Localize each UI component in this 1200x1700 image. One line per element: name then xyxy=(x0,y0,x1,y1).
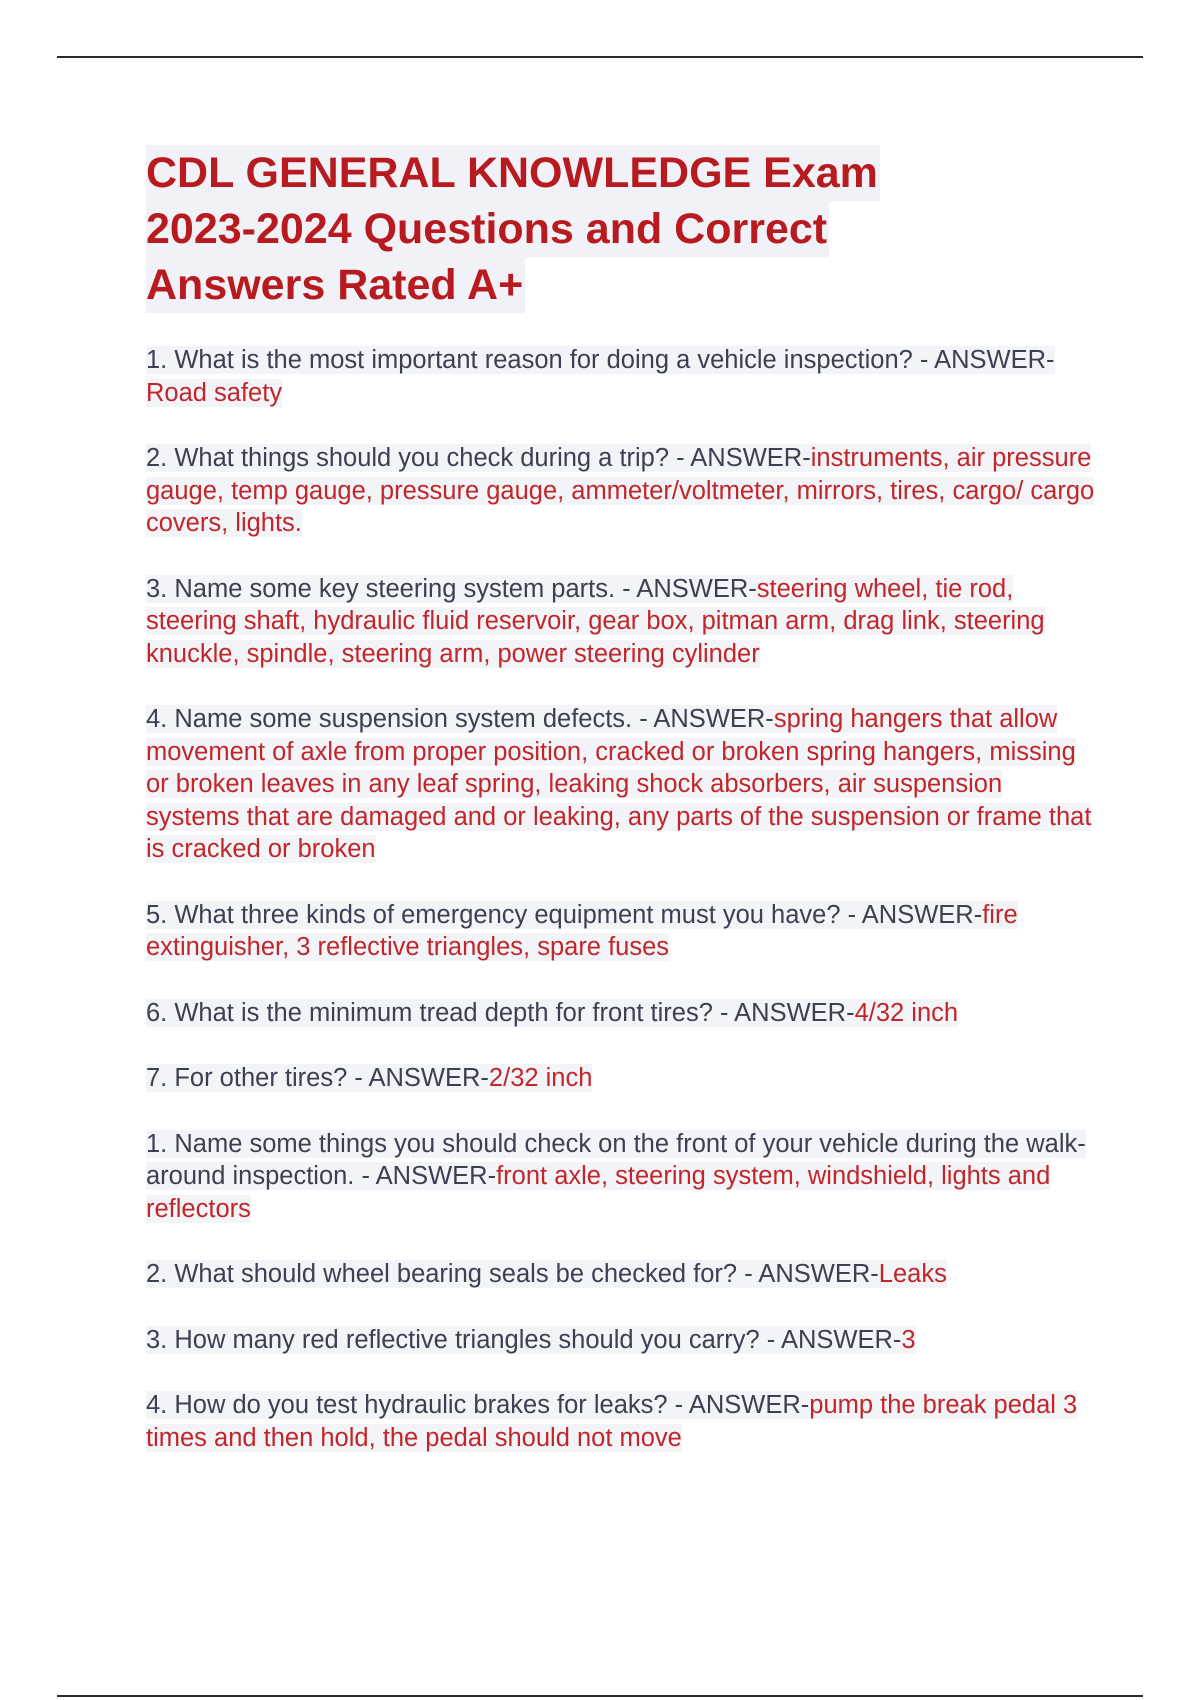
answer-text: steering wheel, tie rod, steering shaft, hydraulic fluid reservoir, gear box, pitman arm, drag link, steering knuckle, spindle, steering arm, power steering cylinder xyxy=(146,574,1045,668)
qa-item xyxy=(146,1258,1096,1291)
top-rule xyxy=(57,56,1143,58)
qa-item xyxy=(146,1324,1096,1357)
question-text: 7. For other tires? - ANSWER- xyxy=(146,1064,489,1092)
qa-item xyxy=(146,1389,1096,1454)
question-text: 3. Name some key steering system parts. - ANSWER- xyxy=(146,574,757,603)
question-text: 4. How do you test hydraulic brakes for leaks? - ANSWER- xyxy=(146,1391,810,1419)
document-title xyxy=(146,145,1046,313)
answer-text: 3 xyxy=(901,1325,916,1354)
qa-item xyxy=(146,703,1096,866)
answer-text: 2/32 inch xyxy=(488,1064,593,1092)
qa-item xyxy=(146,442,1096,540)
title-line: 2023-2024 Questions and Correct xyxy=(146,201,829,257)
qa-item xyxy=(146,1062,1096,1095)
question-text: 5. What three kinds of emergency equipment must you have? - ANSWER- xyxy=(146,900,983,929)
answer-text: Road safety xyxy=(146,378,283,407)
question-text: 2. What things should you check during a trip? - ANSWER- xyxy=(146,444,811,472)
qa-item xyxy=(146,997,1096,1030)
qa-item xyxy=(146,573,1096,671)
answer-text: pump the break pedal 3 times and then hold, the pedal should not move xyxy=(146,1391,1078,1452)
question-text: 1. Name some things you should check on the front of your vehicle during the walk-around inspection. - ANSWER- xyxy=(146,1129,1086,1190)
question-text: 6. What is the minimum tread depth for front tires? - ANSWER- xyxy=(146,998,855,1027)
answer-text: fire extinguisher, 3 reflective triangles, spare fuses xyxy=(146,900,1018,961)
question-text: 2. What should wheel bearing seals be checked for? - ANSWER- xyxy=(146,1260,879,1288)
qa-item xyxy=(146,1128,1096,1226)
document-body xyxy=(146,145,1096,1487)
answer-text: instruments, air pressure gauge, temp gauge, pressure gauge, ammeter/voltmeter, mirrors, tires, cargo/ cargo covers, lights. xyxy=(146,444,1095,537)
question-text: 1. What is the most important reason for doing a vehicle inspection? - ANSWER- xyxy=(146,346,1055,374)
answer-text: spring hangers that allow movement of axle from proper position, cracked or broken spring hangers, missing or broken leaves in any leaf spring, leaking shock absorbers, air suspension systems that are damaged and or leaking, any parts of the suspension or frame that is cracked or broken xyxy=(146,705,1092,863)
qa-item xyxy=(146,344,1096,409)
question-text: 3. How many red reflective triangles should you carry? - ANSWER- xyxy=(146,1325,902,1354)
title-line: Answers Rated A+ xyxy=(146,257,525,313)
answer-text: Leaks xyxy=(878,1260,947,1288)
answer-text: 4/32 inch xyxy=(854,998,959,1027)
question-text: 4. Name some suspension system defects. - ANSWER- xyxy=(146,705,774,733)
answer-text: front axle, steering system, windshield, lights and reflectors xyxy=(146,1162,1051,1223)
bottom-rule xyxy=(57,1695,1143,1697)
title-line: CDL GENERAL KNOWLEDGE Exam xyxy=(146,145,880,201)
qa-item xyxy=(146,899,1096,964)
